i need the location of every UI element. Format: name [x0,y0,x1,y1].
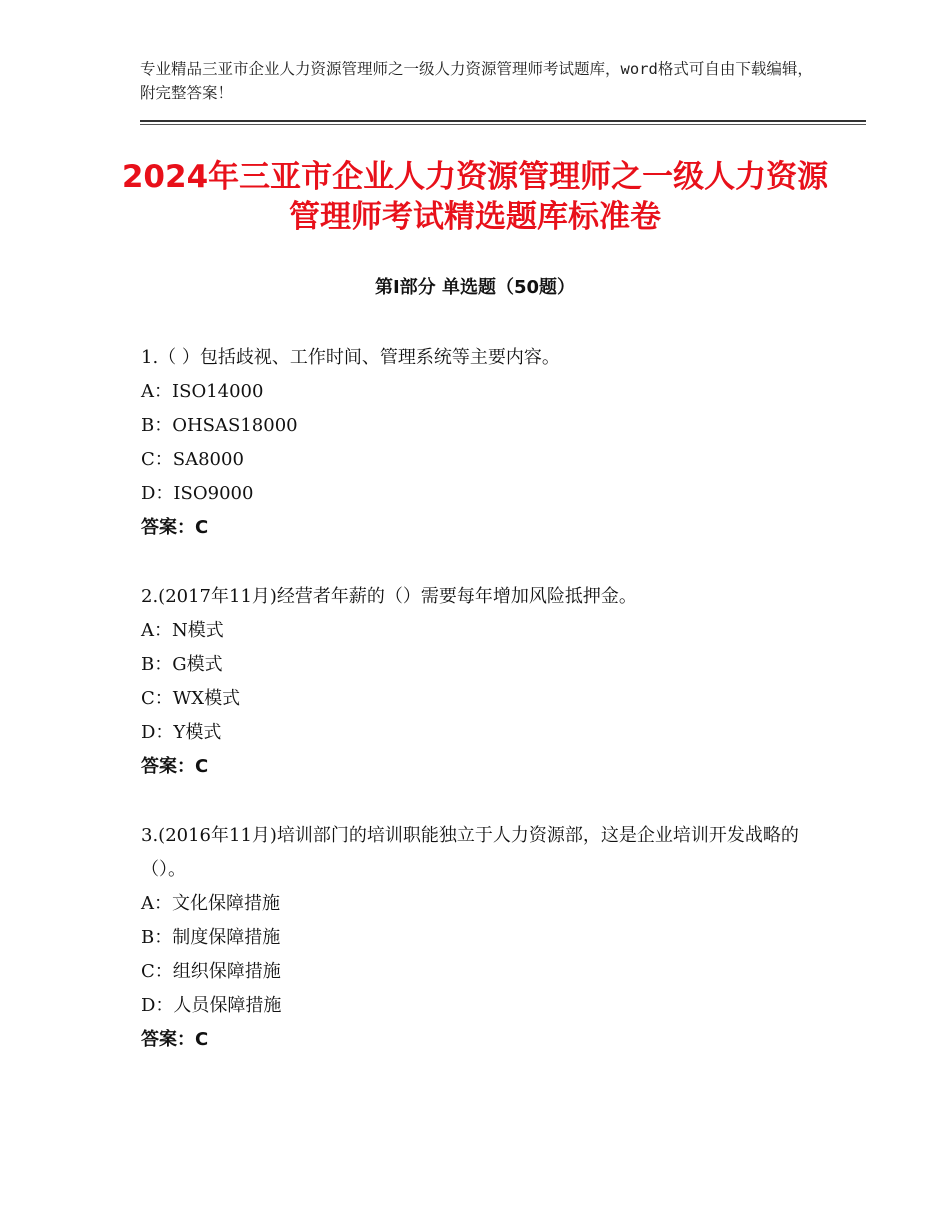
option-a: A：N模式 [141,620,224,641]
question-stem: 2.(2017年11月)经营者年薪的（）需要每年增加风险抵押金。 [141,586,637,607]
document-title: 2024年三亚市企业人力资源管理师之一级人力资源管理师考试精选题库标准卷 [121,159,829,235]
header-note: 专业精品三亚市企业人力资源管理师之一级人力资源管理师考试题库，word格式可自由下载编辑，附完整答案！ [140,60,813,102]
question-3 [141,819,811,1057]
question-stem: 3.(2016年11月)培训部门的培训职能独立于人力资源部，这是企业培训开发战略的（）。 [141,825,799,880]
question-stem: 1.（ ）包括歧视、工作时间、管理系统等主要内容。 [141,347,560,368]
question-2 [141,580,811,784]
option-d: D：Y模式 [141,722,222,743]
header-divider-thick [140,120,866,122]
question-1 [141,341,811,545]
option-b: B：制度保障措施 [141,927,281,948]
option-b: B：OHSAS18000 [141,415,298,436]
option-d: D：ISO9000 [141,483,254,504]
section-heading: 第Ⅰ部分 单选题（50题） [374,277,575,298]
answer: 答案：C [141,756,209,777]
answer: 答案：C [141,1029,209,1050]
header-divider-thin [140,124,866,125]
option-a: A：ISO14000 [141,381,264,402]
option-d: D：人员保障措施 [141,995,282,1016]
option-c: C：WX模式 [141,688,241,709]
option-a: A：文化保障措施 [141,893,280,914]
option-c: C：组织保障措施 [141,961,281,982]
option-b: B：G模式 [141,654,223,675]
answer: 答案：C [141,517,209,538]
option-c: C：SA8000 [141,449,244,470]
